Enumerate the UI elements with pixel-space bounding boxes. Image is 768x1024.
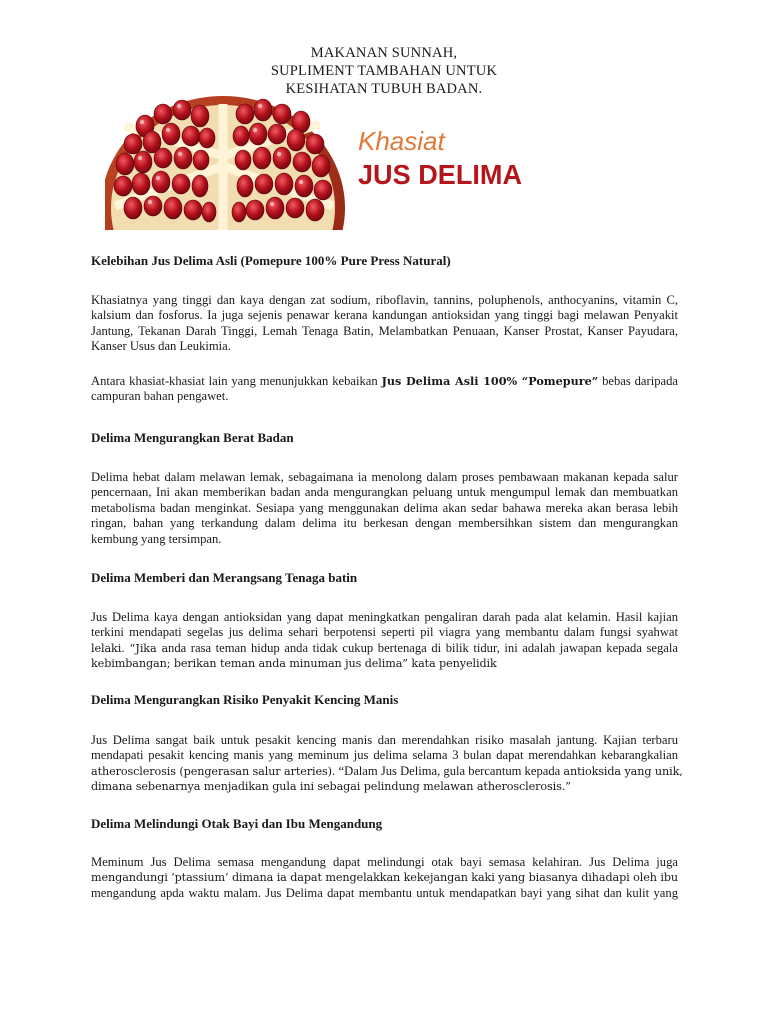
text-line: Meminum Jus Delima semasa mengandung dapat melindungi otak bayi semasa kelahiran. Jus Delima juga [91, 855, 678, 869]
paragraph-khasiat [91, 293, 678, 355]
paragraph-tenaga-batin [91, 610, 678, 672]
paragraph-berat-badan [91, 470, 678, 547]
text-line: pencernaan, Ini akan memberikan badan anda mengurangkan peluang untuk mengumpul lemak dan membuatkan [91, 485, 678, 500]
text-line: mengandung apda waktu malam. Jus Delima dapat membantu untuk mendapatkan bayi yang sihat dan kulit yang [91, 885, 678, 900]
title-line-3: KESIHATAN TUBUH BADAN. [285, 81, 483, 97]
text-line: kembung yang tersimpan. [91, 531, 222, 546]
text-line: mengandungi ‘ptassium’ dimana ia dapat mengelakkan kekejangan kaki yang biasanya dihadapi oleh ibu [91, 871, 678, 885]
text-run: lelaki. “Jika a [91, 641, 169, 655]
text-line: Kanser Usus dan Leukimia. [91, 339, 231, 354]
text-line: campuran bahan pengawet. [91, 389, 229, 404]
text-run: bebas daripada [602, 374, 678, 388]
section-heading-berat-badan: Delima Mengurangkan Berat Badan [91, 430, 294, 445]
text-line: kebimbangan; berikan teman anda minuman jus delima” kata penyelidik [91, 657, 497, 671]
text-line: metabolisma badan menginkat. Sesiapa yang menggunakan delima akan sedar bahawa mereka akan berasa lebih [91, 500, 678, 515]
text-run: atherosclerosis (pengerasan salur arteries). [91, 764, 336, 778]
section-heading-tenaga-batin: Delima Memberi dan Merangsang Tenaga batin [91, 570, 358, 585]
text-line: kalsium dan fosforus. Ia juga sejenis penawar kerana kandungan antioksidan yang tinggi bagi melawan Penyakit [91, 308, 678, 323]
text-run: Antara khasiat-khasiat lain yang menunjukkan kebaikan [91, 374, 378, 388]
text-line: terkini mendapati segelas jus delima sehari berpotensi seperti pil viagra yang membantu dalam fungsi syahwat [91, 625, 678, 640]
text-line: ringan, bahan yang terkandung dalam delima itu berkesan dengan membersihkan sistem dan mengurangkan [91, 516, 678, 531]
title-line-2: SUPLIMENT TAMBAHAN UNTUK [270, 63, 498, 79]
banner-word-khasiat: Khasiat [358, 126, 445, 156]
text-line: mendapati pesakit kencing manis yang meminum jus delima selama 3 bulan dapat merendahkan kebarangkalian [91, 748, 678, 763]
text-line: Jus Delima kaya dengan antioksidan yang dapat meningkatkan pengaliran darah pada alat kelamin. Hasil kajian [91, 610, 678, 624]
paragraph-kencing-manis [91, 733, 683, 795]
document-title [0, 44, 768, 98]
text-line: Jantung, Tekanan Darah Tinggi, Lemah Tenaga Batin, Melambatkan Penuaan, Kanser Prostat, Kanser Payudara, [91, 323, 678, 338]
paragraph-antara [91, 374, 678, 405]
highlight-pomepure: Jus Delima Asli 100% “Pomepure” [381, 374, 599, 388]
banner-word-jus-delima: JUS DELIMA [358, 159, 522, 190]
section-heading-kencing-manis: Delima Mengurangkan Risiko Penyakit Kencing Manis [91, 692, 399, 707]
section-heading-otak-bayi: Delima Melindungi Otak Bayi dan Ibu Mengandung [91, 816, 383, 831]
text-line: Khasiatnya yang tinggi dan kaya dengan zat sodium, riboflavin, tannins, poluphenols, anthocyanins, vitamin C, [91, 293, 678, 307]
text-run: nda rasa teman hidup anda tidak cukup bertenaga di bilik tidur, ini adalah jawapan kepada segala [168, 640, 678, 655]
title-line-1: MAKANAN SUNNAH, [310, 45, 458, 61]
section-heading-kelebihan: Kelebihan Jus Delima Asli (Pomepure 100% Pure Press Natural) [91, 253, 451, 268]
text-line: Jus Delima sangat baik untuk pesakit kencing manis dan merendahkan risiko masalah jantung. Kajian terbaru [91, 733, 678, 747]
pomegranate-image [105, 96, 345, 230]
text-run: antioksida yang unik, [563, 764, 683, 778]
text-line: Delima hebat dalam melawan lemak, sebagaimana ia menolong dalam proses pembawaan makanan kepada salur [91, 470, 678, 484]
paragraph-otak-bayi [91, 855, 678, 901]
text-run: “Dalam Jus Delima, gula bercantum kepada [338, 763, 561, 778]
text-line: dimana sebenarnya menjadikan gula ini sebagai pelindung melawan atherosclerosis.” [91, 780, 571, 794]
khasiat-jus-delima-banner [105, 96, 535, 230]
